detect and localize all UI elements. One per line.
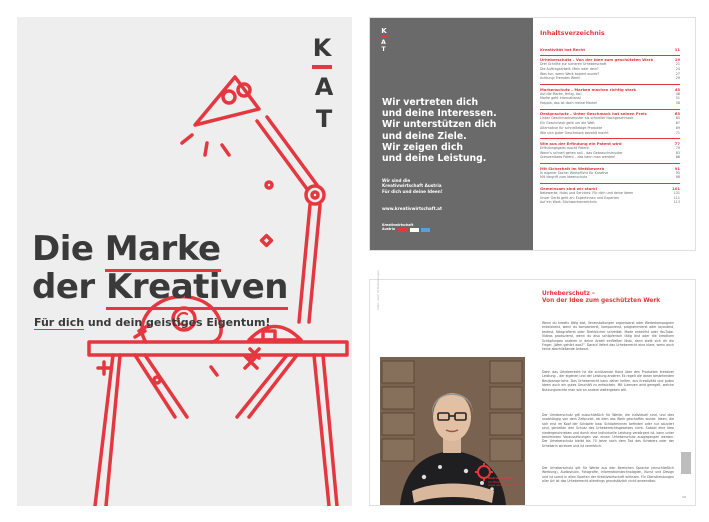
title-word-der: der (32, 267, 107, 307)
page-number: 19 (682, 495, 686, 499)
toc-entry-page: 91 (674, 165, 680, 171)
toc-entry-text: Netzwerke, Hubs und Services: Für dich und deine Ideen (540, 190, 634, 195)
toc-entry-text: Was tun, wenn Werk kopiert wurde? (540, 71, 600, 76)
mini-logo-k: K (381, 27, 387, 35)
website-text: www.kreativwirtschaft.at (382, 206, 443, 211)
toc-item (540, 155, 680, 160)
partner-logo-red (398, 228, 408, 232)
toc-section (540, 55, 680, 63)
brochure-cover (17, 17, 352, 506)
toc-section (540, 163, 680, 171)
toc-entry-page: 71 (675, 130, 680, 135)
toc-entry-page: 11 (674, 46, 680, 52)
toc-entry-text: In eigener Sache: Wertpflicht für Kreative (540, 170, 609, 175)
toc-entry-text: Linker Geschmacksmuster als schneller Nachgeschmack (540, 116, 634, 121)
toc-entry-page: 101 (672, 185, 680, 191)
toc-entry-text: Urheberschutz – Von der Idee zum geschützten Werk (540, 57, 654, 63)
toc-entry-text: Mit Sicherheit im Wettbewerb (540, 165, 605, 171)
slogan-line: und deine Leistung. (382, 153, 487, 165)
toc-section (540, 109, 680, 117)
caption-web: www.ullingerarchitekt.at (488, 483, 524, 487)
slogan-text (382, 97, 522, 164)
toc-entry-text: Grenzenloses Patent – das kann man werden! (540, 155, 616, 160)
slogan-line: Wir zeigen dich (382, 141, 463, 153)
toc-item (540, 101, 680, 106)
toc-entry-page: 67 (675, 121, 680, 126)
toc-entry-page: 24 (675, 66, 680, 71)
toc-entry-text: Achtung: Fremdes Werk! (540, 76, 581, 81)
mini-logo-at: AT (380, 38, 387, 53)
toc-entry-page: 29 (675, 76, 680, 81)
toc-section (540, 84, 680, 92)
vertical-label: Inter- nach Orientierungen (376, 270, 380, 310)
toc-entry-page: 27 (675, 71, 680, 76)
toc-entry-page: 45 (674, 86, 680, 92)
toc-entry-page: 19 (674, 57, 680, 63)
toc-entry-text: Die Auftragsarbeit: Mein oder dein? (540, 66, 599, 71)
toc-entry-text: Erfindungsgeist macht Patent (540, 145, 589, 150)
logo-letter-k: K (312, 34, 332, 62)
toc-entry-page: 79 (675, 145, 680, 150)
toc-entry-page: 46 (675, 91, 680, 96)
body-paragraph: Wenn du kreativ tätig bist, Veranstaltungen organisierst oder Werbekampagnen entwickelst, wenn du komponierst, komponierst, programmierst oder layoutest, textest, fotografierst oder Drehbücher schreibst. Mode entwirfst oder YouTube-Videos produzierst, wenn du also schöpferisch tätig bist oder die kreativen Schöpfungen anderer in deine Arbeit einfließen lässt, dann stellt sich dir die Frage: „Wem gehört was?". Darauf liefert das Urheberrecht eine klare, wenn auch keine abschließende Antwort. (542, 321, 674, 352)
body-paragraph: Der Urheberschutz gilt ausschließlich für Werke, die individuell sind, und dies unabhängig von dem Zeitpunkt, ab dem das Werk geschaffen wurde. Ideen, die sich erst im Kopf der Schöpfer bzw. Schöpferinnen befinden oder nur skizziert sind, genießen den Schutz des Urheberrechtsgesetzes nicht. Sobald eine Idee niedergeschrieben und durch eine individuelle Leistung verkörpert ist, kann unter bestimmten Voraussetzungen von einem Urheberschutz ausgegangen werden. Der Urheberschutz bleibt bis 70 Jahre nach dem Tod des Urhebers oder der Urheberin wirksam und ist vererblich. (542, 413, 674, 448)
cover-subtitle (34, 316, 270, 329)
toc-list (540, 45, 680, 205)
toc-entry-page: 65 (675, 116, 680, 121)
toc-heading: Inhaltsverzeichnis (540, 30, 605, 37)
chapter-tab-marker (681, 452, 691, 474)
toc-entry-text: Drei Schritte zur sicheren Urheberschaft (540, 62, 607, 67)
toc-entry-page: 86 (675, 155, 680, 160)
cover-title (32, 230, 288, 306)
toc-entry-page: 21 (675, 62, 680, 67)
about-line: Für dich und deine Ideen! (382, 188, 443, 194)
toc-entry-text: Auf ein Wort: Stichwortverzeichnis (540, 200, 597, 205)
toc-entry-text: Hoppla, das ist doch meine Marke! (540, 101, 598, 106)
toc-entry-text: Markenschutz – Marken machen richtig stark (540, 86, 637, 92)
toc-entry-page: 131 (673, 190, 680, 195)
toc-entry-text: Gemeinsam sind wir stark! (540, 185, 598, 191)
toc-entry-page: 63 (674, 111, 680, 117)
caption-role: Architektin (488, 479, 504, 484)
chapter-spread (369, 270, 696, 506)
slogan-line: Wir vertreten dich (382, 97, 479, 108)
chapter-title-line: Urheberschutz – (542, 291, 595, 297)
body-paragraph: Der Urheberschutz gilt für Werke aus den Bereichen Sprache (einschließlich Werbung), Audiovision, Fotografie, Informationstechnologien, Kunst und Design und ist somit in allen Sparten der Kreativwirtschaft wirksam. Für Dienstleistungen aller Art ist das Urheberrecht allerdings grundsätzlich nicht anwendbar. (542, 466, 674, 484)
toc-entry-text: Wenn's schnell gehen soll – das Gebrauchsmuster (540, 150, 623, 155)
toc-item (540, 175, 680, 180)
slogan-page (370, 18, 533, 250)
toc-section (540, 138, 680, 146)
toc-entry-page: 111 (673, 195, 680, 200)
about-line: Kreativwirtschaft Austria (382, 183, 442, 189)
toc-entry-text: Wie sich guter Geschmack bezahlt macht (540, 130, 609, 135)
title-word-marke: Marke (105, 229, 221, 272)
title-word-kreativen: Kreativen (106, 267, 288, 310)
toc-entry-text: Unser Gerät geht an: Expertinnen und Experten (540, 195, 620, 200)
toc-entry-page: 113 (673, 200, 680, 205)
toc-item (540, 76, 680, 81)
slogan-line: Wir unterstützen dich (382, 119, 497, 131)
toc-entry-page: 83 (675, 150, 680, 155)
kat-logo (310, 34, 338, 137)
toc-entry-page: 95 (675, 170, 680, 175)
toc-entry-text: Ein Geschmack geht um die Welt (540, 121, 595, 126)
chapter-title (542, 291, 660, 306)
toc-entry-text: Wie aus der Erfindung ein Patent wird (540, 140, 622, 146)
slogan-line: und deine Interessen. (382, 108, 497, 120)
toc-entry-text: Kreativität hat Recht (540, 46, 586, 52)
toc-entry-page: 77 (674, 140, 680, 146)
toc-entry-page: 69 (675, 125, 680, 130)
title-word-die: Die (32, 229, 105, 269)
toc-entry-page: 58 (675, 101, 680, 106)
body-paragraph: Denn das Urheberrecht ist die schützende Hand über den Produkten kreativer Leistung – der eigenen und der Leistung anderer. Es regelt die daran bestehenden Besitzansprüche. Das Urheberrecht kann daher helfen, aus Kreativität und guten Ideen auch ein gutes Geschäft zu entwickeln. Mit Lizenzen wird geregelt, welche Nutzungsrechte man wie an andere weitergeben will. (542, 370, 674, 392)
toc-entry-text: Designschutz – Unter Geschmack hat seinen Preis (540, 111, 647, 117)
toc-entry-text: Alternative für schnelllebige Produkte (540, 125, 603, 130)
footer-line: Austria (382, 227, 395, 231)
toc-entry-page: 51 (675, 96, 680, 101)
subtitle-emphasis: Für dich (34, 316, 85, 329)
logo-bar (312, 65, 332, 69)
toc-entry-text: Marke geht international (540, 96, 581, 101)
photo-caption (488, 477, 523, 488)
partner-logo-white (410, 228, 419, 232)
toc-section (540, 45, 680, 52)
toc-section (540, 183, 680, 191)
logo-letters-at: AT (310, 73, 338, 137)
about-line: Wir sind die (382, 178, 411, 183)
subtitle-rest: und dein geistiges Eigentum! (84, 316, 271, 329)
toc-item (540, 200, 680, 205)
slogan-line: und deine Ziele. (382, 130, 467, 142)
about-text (382, 178, 443, 194)
toc-item (540, 131, 680, 136)
caption-name: Andrea Ullinger (488, 476, 514, 480)
footer-line: Kreativwirtschaft (382, 223, 414, 227)
toc-entry-page: 98 (675, 175, 680, 180)
toc-entry-text: Auf die Marke, fertig, los! (540, 91, 582, 96)
chapter-title-line: Von der Idee zum geschützten Werk (542, 298, 661, 305)
kat-mini-logo (380, 28, 388, 53)
mini-logo-bar (381, 36, 388, 38)
toc-entry-text: Mit Vorgriff zum Ideenschutz (540, 175, 588, 180)
partner-logo-blue (421, 228, 430, 232)
toc-page (540, 18, 690, 250)
toc-spread (369, 17, 696, 251)
